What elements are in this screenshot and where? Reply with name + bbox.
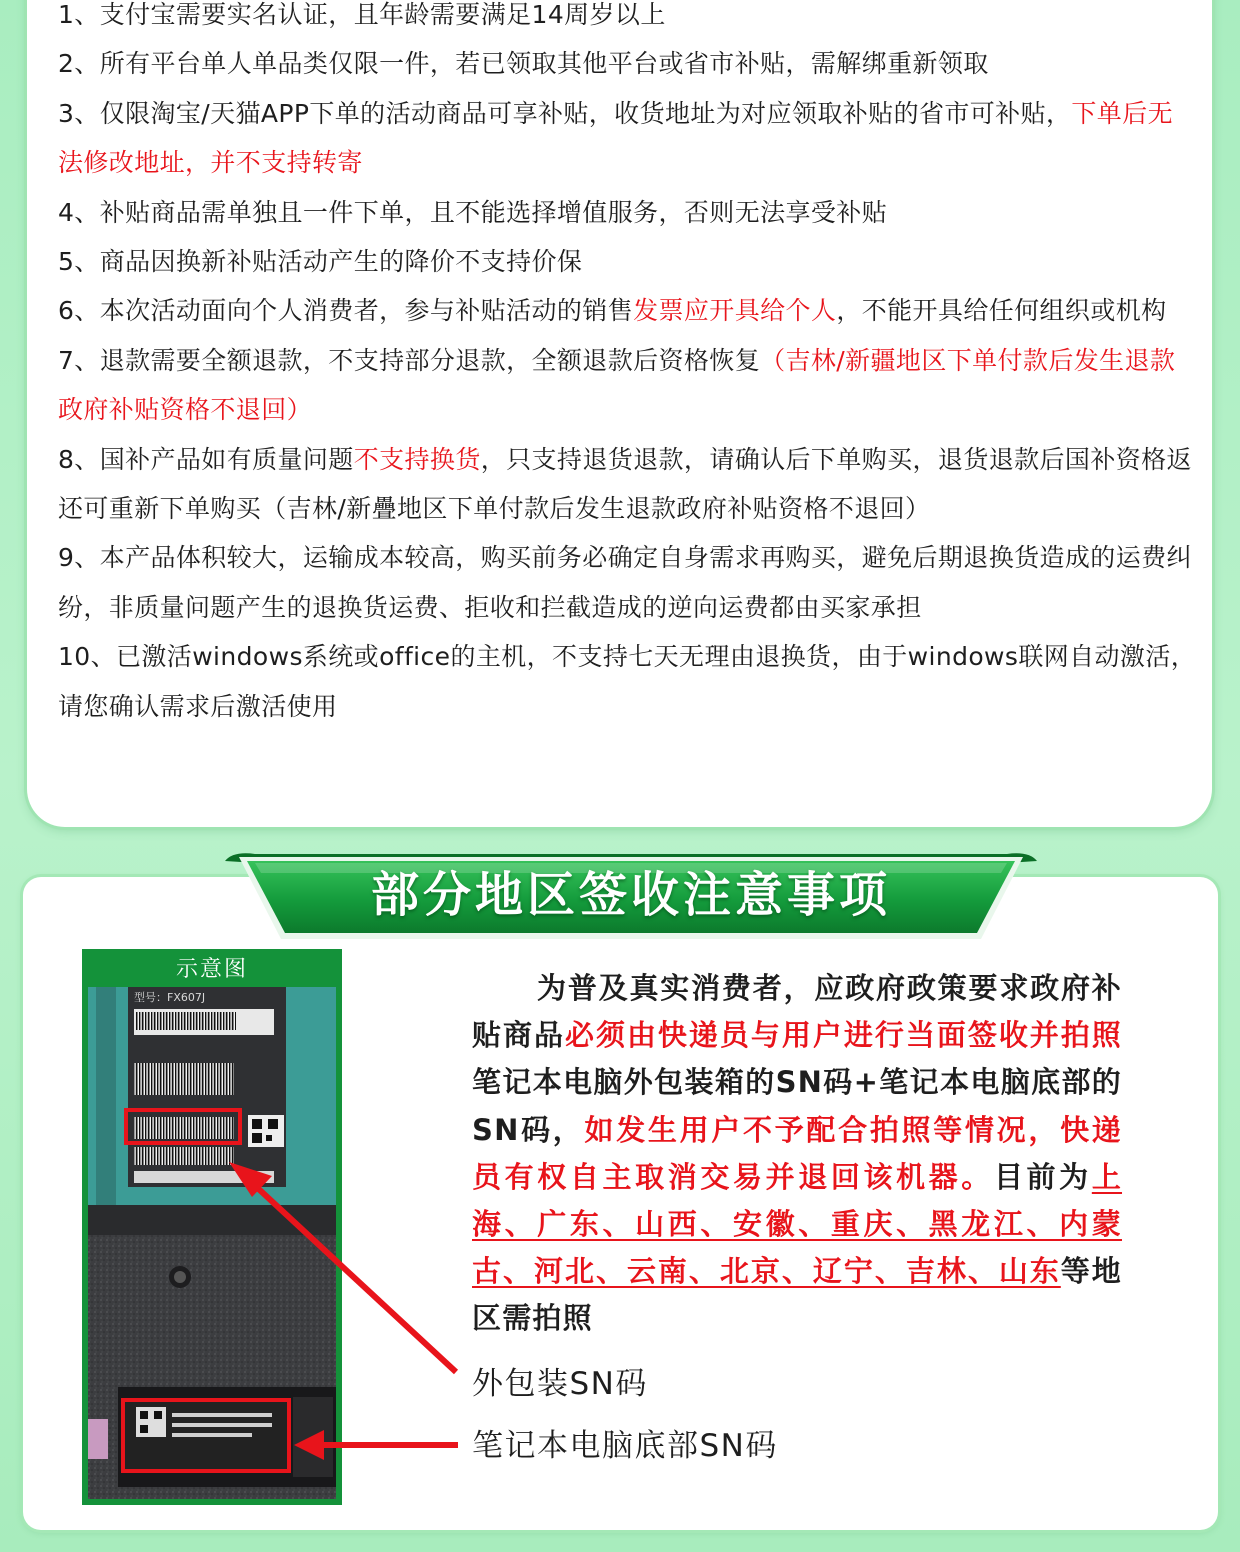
rule-item [58,237,1198,286]
rule-item [58,632,1198,731]
rule-item [58,39,1198,88]
rule-item [58,435,1198,534]
rule-highlight: 发票应开具给个人 [633,296,837,326]
rule-text: 5、商品因换新补贴活动产生的降价不支持价保 [58,247,583,277]
rule-highlight: 下单后无法修改地址，并不支持转寄 [58,98,1173,178]
notice-highlight: 如发生用户不予配合拍照等情况，快递员有权自主取消交易并退回该机器。 [472,1112,1122,1194]
rule-highlight: 不支持换货 [353,444,481,474]
rules-list [58,0,1198,731]
rule-text: 3、仅限淘宝/天猫APP下单的活动商品可享补贴，收货地址为对应领取补贴的省市可补贴， [58,98,1072,128]
rule-text: 6、本次活动面向个人消费者，参与补贴活动的销售 [58,296,634,326]
model-text: 型号：FX607J [134,991,206,1004]
rule-text: 7、退款需要全额退款，不支持部分退款，全额退款后资格恢复 [58,345,761,375]
rule-item [58,336,1198,435]
rule-highlight: （吉林/新疆地区下单付款后发生退款政府补贴资格不退回） [58,345,1176,425]
rules-card [27,0,1212,827]
rule-text: 2、所有平台单人单品类仅限一件，若已领取其他平台或省市补贴，需解绑重新领取 [58,49,989,79]
notice-text: 为普及真实消费者，应政府政策要求政府补贴商品 [472,971,1122,1053]
notice-highlight: 必须由快递员与用户进行当面签收并拍照 [564,1018,1122,1053]
rule-text: 8、国补产品如有质量问题 [58,444,354,474]
notice-text: 笔记本电脑外包装箱的SN码+笔记本电脑底部的SN码， [472,1065,1122,1147]
section-title: 部分地区签收注意事项 [370,867,891,923]
laptop-sn-photo [88,987,336,1499]
rule-item [58,89,1198,188]
bottom-sn-callout: 笔记本电脑底部SN码 [472,1428,778,1464]
rule-text: 4、补贴商品需单独且一件下单，且不能选择增值服务，否则无法享受补贴 [58,197,888,227]
section-banner [225,851,1037,943]
rule-item [58,286,1198,335]
rule-text: 10、已激活windows系统或office的主机，不支持七天无理由退换货，由于windows联网自动激活，请您确认需求后激活使用 [58,642,1197,721]
box-sn-callout: 外包装SN码 [472,1366,648,1402]
sign-notice-text [472,965,1122,1343]
region-list: 上海、广东、山西、安徽、重庆、黑龙江、内蒙古、河北、云南、北京、辽宁、吉林、山东 [472,1159,1123,1289]
rule-item [58,533,1198,632]
notice-text: 等地区需拍照 [472,1254,1122,1336]
rule-text: ，不能开具给任何组织或机构 [836,296,1167,326]
rule-text: ，只支持退货退款，请确认后下单购买，退货退款后国补资格返还可重新下单购买（吉林/新疊地区下单付款后发生退款政府补贴资格不退回） [58,444,1192,524]
rule-item [58,0,1198,39]
rule-text: 9、本产品体积较大，运输成本较高，购买前务必确定自身需求再购买，避免后期退换货造成的运费纠纷，非质量问题产生的退换货运费、拒收和拦截造成的逆向运费都由买家承担 [58,543,1192,622]
illustration-photo [82,949,342,1505]
rule-text: 1、支付宝需要实名认证，且年龄需要满足14周岁以上 [58,0,666,29]
notice-text: 目前为 [993,1159,1092,1194]
illustration-label: 示意图 [175,957,248,982]
rule-item [58,188,1198,237]
